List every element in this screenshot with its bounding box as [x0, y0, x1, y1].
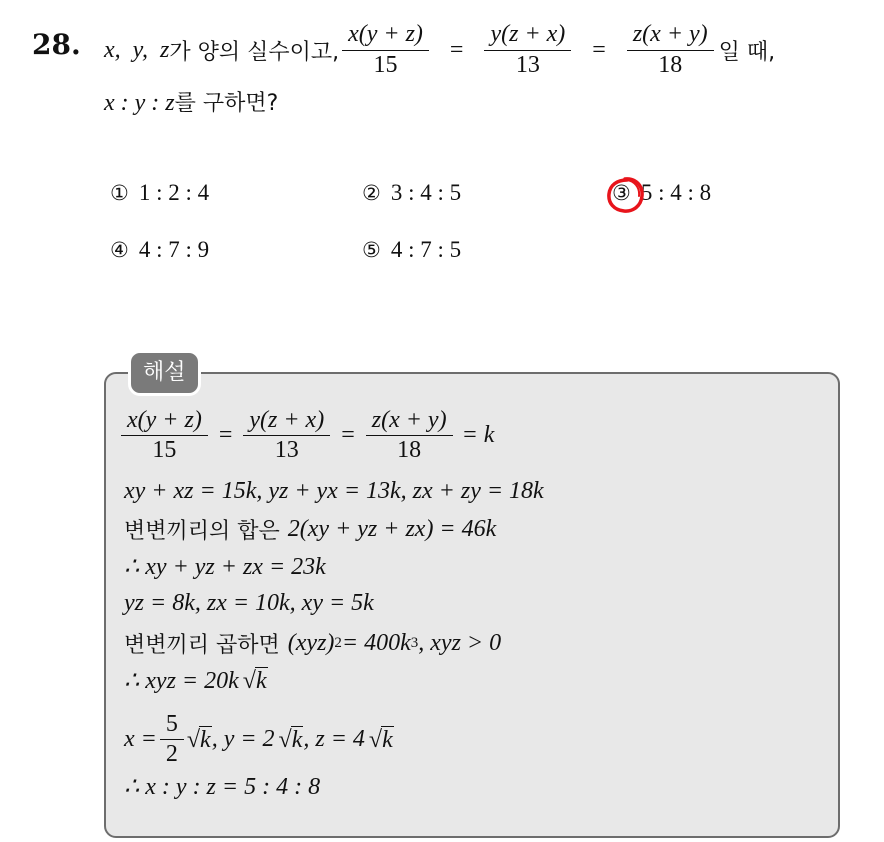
choice-1[interactable]: ① 1 : 2 : 4	[110, 180, 210, 205]
equals-sign: =	[449, 36, 464, 63]
solution-line-7: ∴ xyz = 20k √ k	[124, 667, 267, 694]
solution-line-3: 변변끼리의 합은 2(xy + yz + zx) = 46k	[124, 516, 497, 544]
solution-line-9: ∴ x : y : z = 5 : 4 : 8	[124, 774, 321, 800]
choice-2[interactable]: ② 3 : 4 : 5	[362, 180, 462, 205]
question-intro-vars: x, y, z	[104, 36, 170, 63]
question-fraction-3: $\frac{z(x + y)}{18}$	[630, 22, 711, 77]
question-tail: 일 때,	[718, 39, 776, 65]
solution-fraction-2: $\frac{y(z + x)}{13}$	[246, 408, 327, 463]
equals-sign: =	[592, 36, 606, 63]
solution-fraction-3: $\frac{z(x + y)}{18}$	[369, 408, 450, 463]
question-line-1	[104, 22, 874, 78]
solution-fraction-1: $\frac{x(y + z)}{15}$	[124, 408, 205, 463]
solution-line-4: ∴ xy + yz + zx = 23k	[124, 554, 326, 580]
question-number: 28.	[32, 28, 81, 61]
solution-tag: 해설	[128, 350, 201, 396]
choice-4[interactable]: ④ 4 : 7 : 9	[110, 237, 210, 262]
solution-line-8: x = $\frac{5}{2}$ √ k , y = 2 √ k , z = 4 √ k	[124, 711, 393, 768]
question-intro-ko: 가 양의 실수이고,	[169, 39, 340, 65]
solution-line-2: xy + xz = 15k, yz + yx = 13k, zx + zy = 18k	[124, 478, 544, 504]
solution-line-1: $\frac{x(y + z)}{15}$ = $\frac{y(z + x)}{13}$ = $\frac{z(x + y)}{18}$ = k	[124, 408, 494, 463]
question-line-2: x : y : z를 구하면?	[104, 90, 279, 116]
answer-circle-mark	[605, 175, 645, 215]
question-fraction-2: $\frac{y(z + x)}{13}$	[487, 22, 568, 77]
solution-fraction-five-halves: $\frac{5}{2}$	[163, 712, 181, 767]
solution-line-5: yz = 8k, zx = 10k, xy = 5k	[124, 590, 374, 616]
choice-3[interactable]: ③ 5 : 4 : 8	[612, 180, 712, 205]
question-fraction-1: $\frac{x(y + z)}{15}$	[345, 22, 426, 77]
choice-5[interactable]: ⑤ 4 : 7 : 5	[362, 237, 462, 262]
solution-line-6: 변변끼리 곱하면 (xyz) 2 = 400k 3 , xyz > 0	[124, 630, 502, 658]
